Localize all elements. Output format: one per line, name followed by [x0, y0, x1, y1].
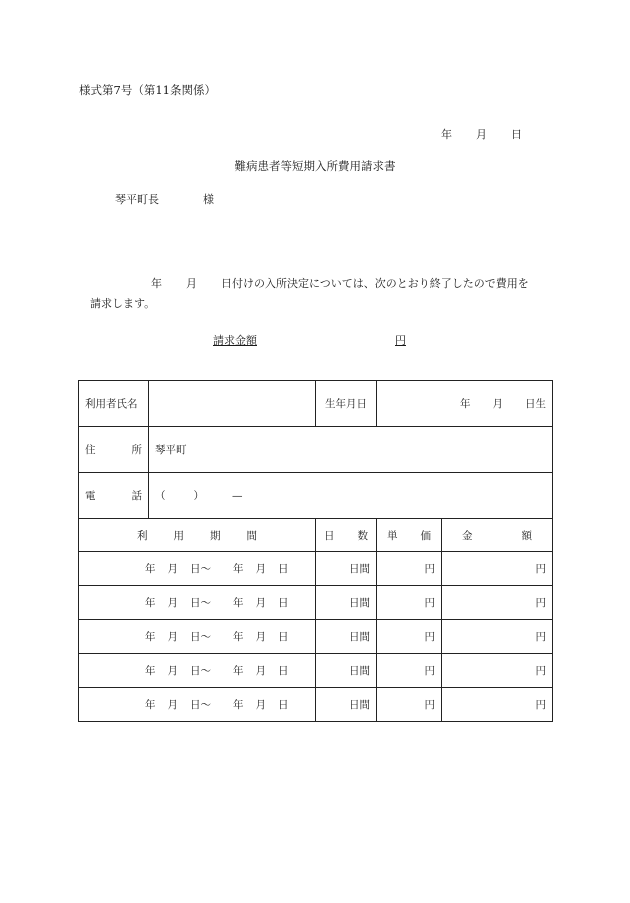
date-line: [441, 126, 522, 142]
form-number: 様式第7号（第11条関係）: [79, 83, 216, 97]
days-cell[interactable]: 日間: [316, 654, 377, 688]
amount-cell[interactable]: 円: [442, 654, 553, 688]
date-year-label: 年: [441, 128, 452, 141]
table-row: [79, 620, 553, 654]
period-cell[interactable]: 年 月 日〜 年 月 日: [79, 552, 316, 586]
period-cell[interactable]: 年 月 日〜 年 月 日: [79, 586, 316, 620]
days-cell[interactable]: 日間: [316, 620, 377, 654]
unit-price-cell[interactable]: 円: [377, 620, 442, 654]
user-name-field[interactable]: [149, 381, 316, 427]
amount-cell[interactable]: 円: [442, 586, 553, 620]
birthdate-label: 生年月日: [316, 381, 377, 427]
unit-price-cell[interactable]: 円: [377, 654, 442, 688]
amount-cell[interactable]: 円: [442, 552, 553, 586]
table-row: [79, 654, 553, 688]
address-label: 住 所: [79, 427, 149, 473]
phone-field[interactable]: （ ） —: [149, 473, 553, 519]
unit-price-cell[interactable]: 円: [377, 586, 442, 620]
unit-price-cell[interactable]: 円: [377, 688, 442, 722]
body-month-label: 月: [186, 277, 197, 290]
claim-amount-label: 請求金額: [213, 334, 257, 347]
period-cell[interactable]: 年 月 日〜 年 月 日: [79, 620, 316, 654]
period-cell[interactable]: 年 月 日〜 年 月 日: [79, 654, 316, 688]
unit-price-cell[interactable]: 円: [377, 552, 442, 586]
unit-price-header: 単 価: [377, 519, 442, 552]
claim-table: [78, 380, 553, 722]
amount-cell[interactable]: 円: [442, 688, 553, 722]
days-cell[interactable]: 日間: [316, 552, 377, 586]
address-field[interactable]: 琴平町: [149, 427, 553, 473]
amount-cell[interactable]: 円: [442, 620, 553, 654]
claim-amount-unit: 円: [395, 334, 406, 347]
table-row: [79, 688, 553, 722]
date-month-label: 月: [476, 128, 487, 141]
days-cell[interactable]: 日間: [316, 688, 377, 722]
period-header: 利 用 期 間: [79, 519, 316, 552]
date-day-label: 日: [511, 128, 522, 141]
addressee: [115, 191, 214, 207]
claim-amount-line: [213, 332, 406, 348]
address-row: [79, 427, 553, 473]
addressee-name: 琴平町長: [115, 193, 159, 206]
document-title: 難病患者等短期入所費用請求書: [234, 159, 396, 173]
user-name-row: [79, 381, 553, 427]
body-text-line-2: 請求します。: [90, 297, 156, 310]
body-year-label: 年: [151, 277, 162, 290]
birthdate-field[interactable]: 年 月 日生: [377, 381, 553, 427]
days-cell[interactable]: 日間: [316, 586, 377, 620]
body-text: 日付けの入所決定については、次のとおり終了したので費用を: [221, 277, 529, 290]
phone-row: [79, 473, 553, 519]
phone-label: 電 話: [79, 473, 149, 519]
days-header: 日 数: [316, 519, 377, 552]
body-text-line-1: [151, 275, 529, 291]
period-header-row: [79, 519, 553, 552]
user-name-label: 利用者氏名: [79, 381, 149, 427]
table-row: [79, 586, 553, 620]
table-row: [79, 552, 553, 586]
addressee-honorific: 様: [203, 193, 214, 206]
period-cell[interactable]: 年 月 日〜 年 月 日: [79, 688, 316, 722]
amount-header: 金 額: [442, 519, 553, 552]
